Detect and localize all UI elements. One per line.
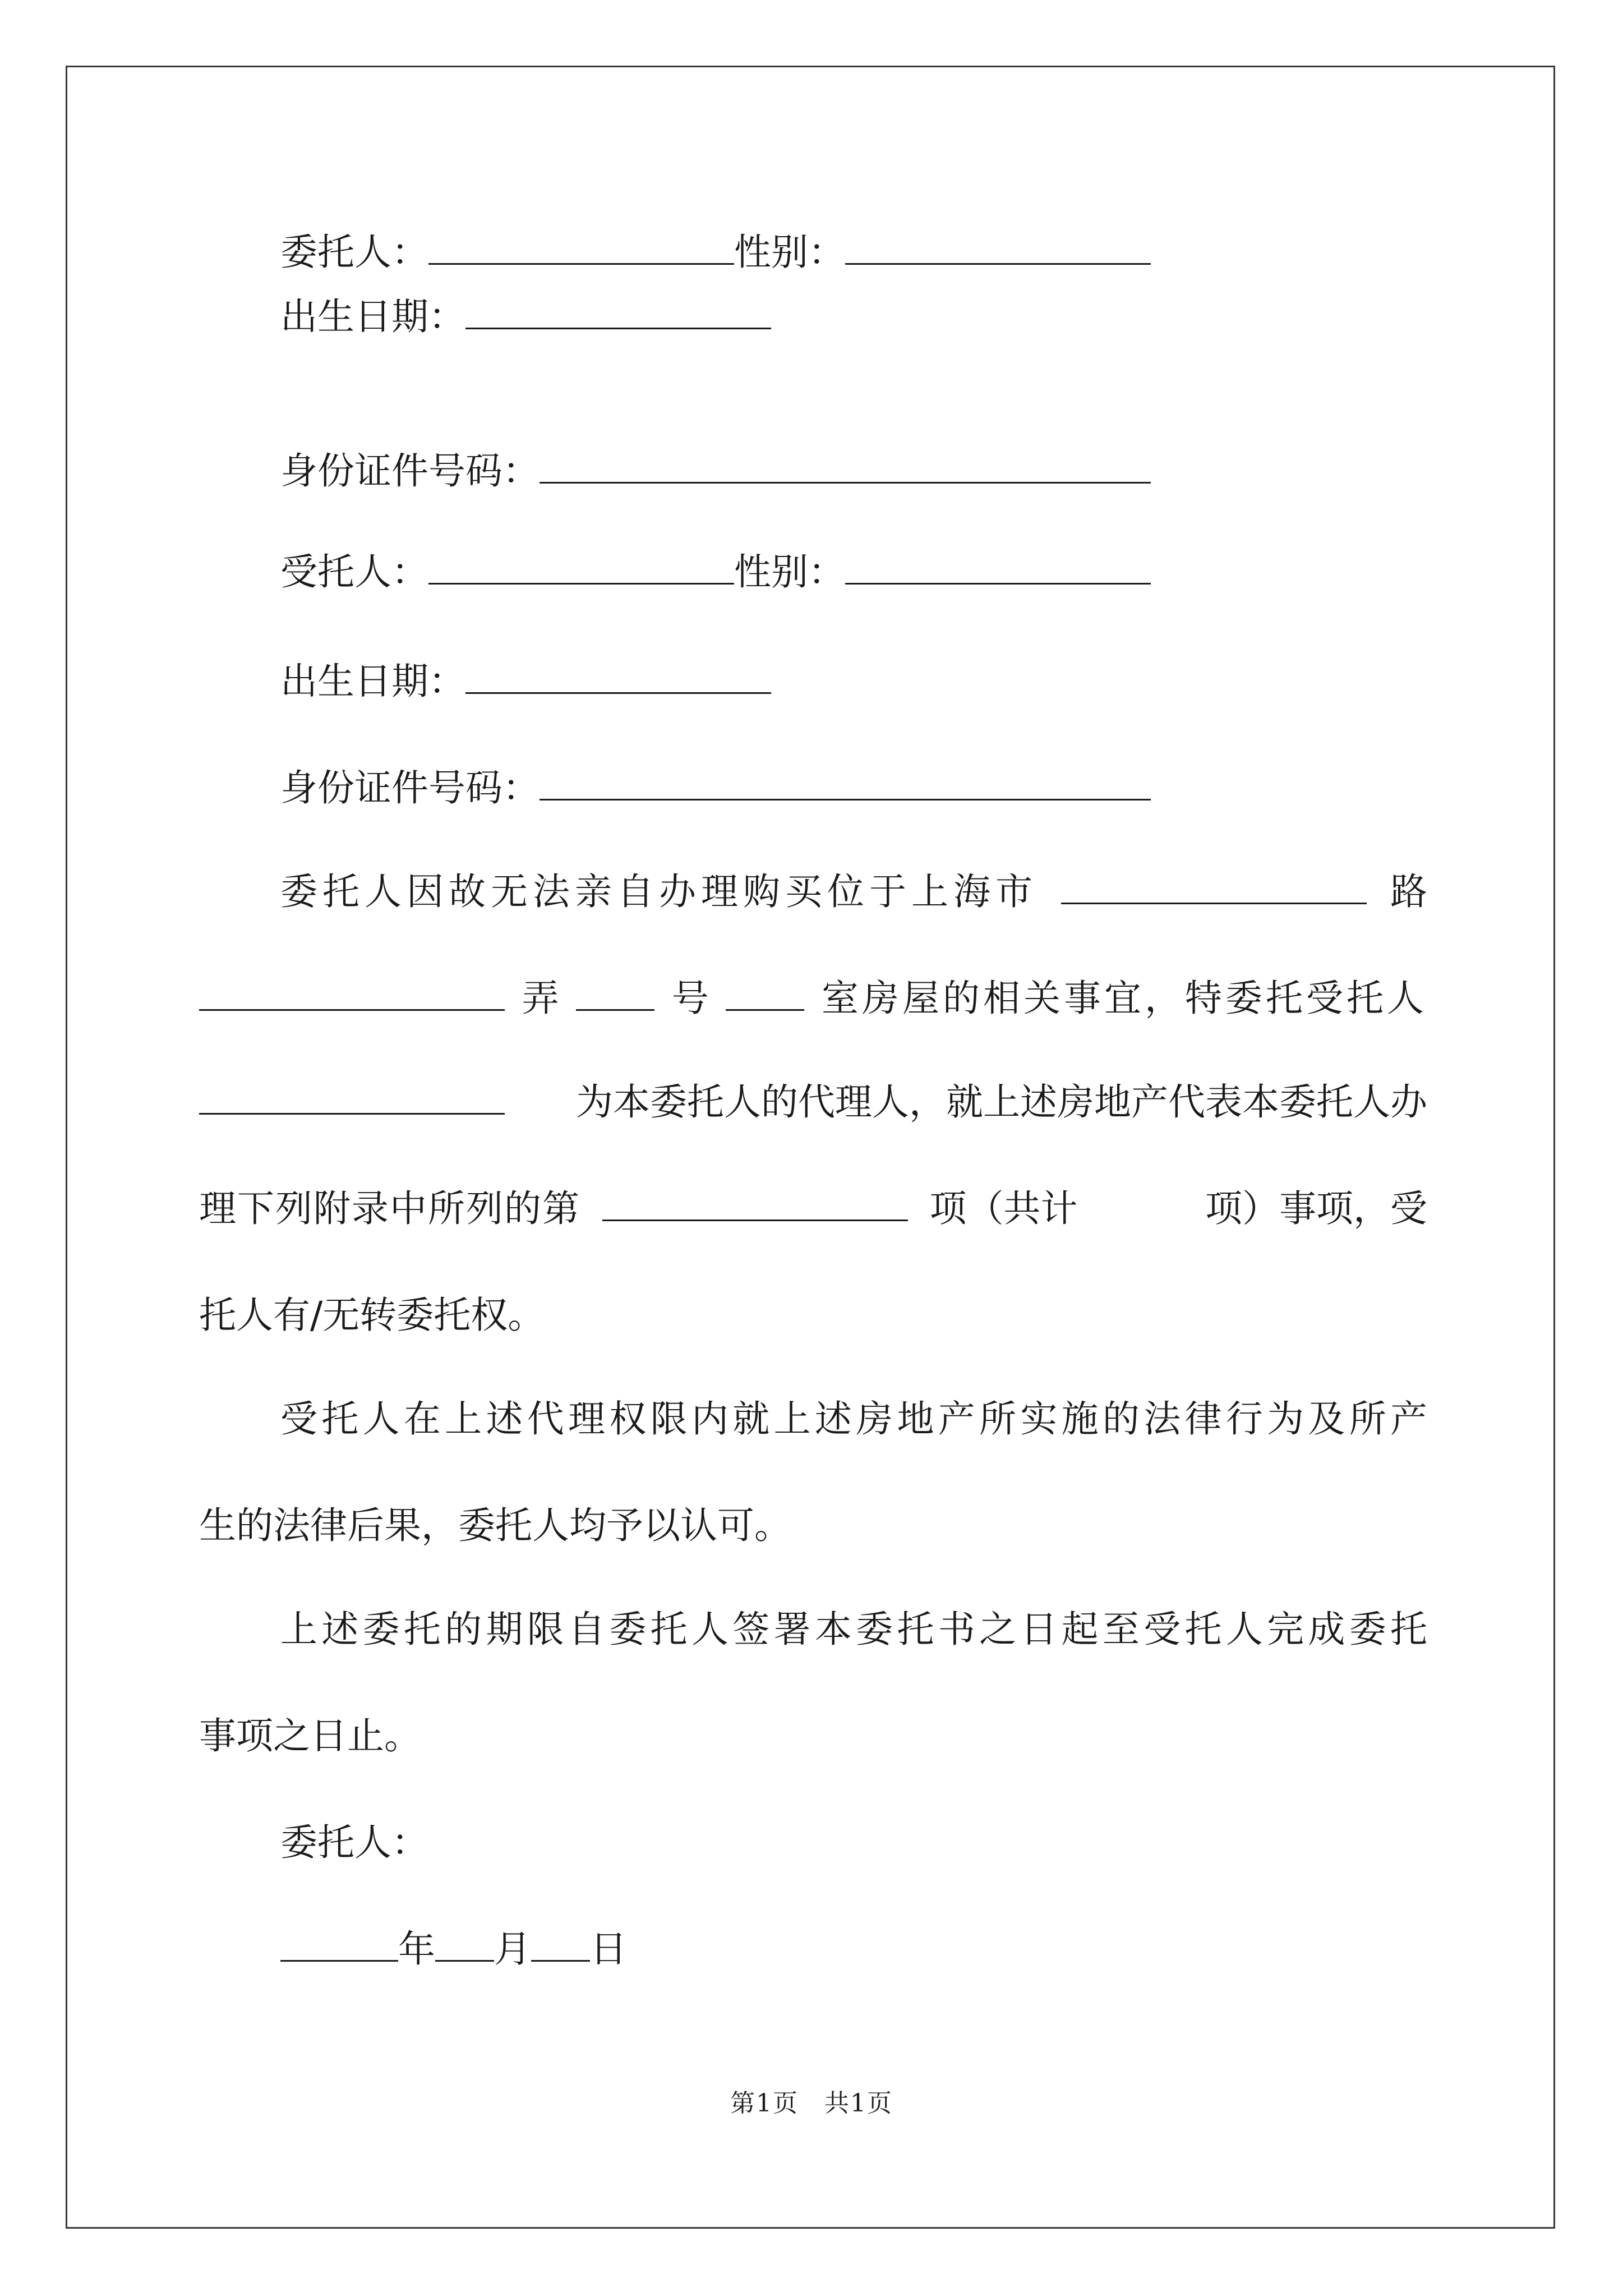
principal-label: 委托人： [280, 231, 428, 274]
road-label: 路 [1390, 870, 1427, 913]
para2-line2 [199, 1501, 791, 1551]
address-lane-blank [576, 974, 654, 1011]
para2-line2-text: 生的法律后果，委托人均予以认可。 [199, 1504, 791, 1547]
para1-line3-tail: 为本委托人的代理人，就上述房地产代表本委托人办 [576, 1080, 1427, 1124]
signature-label: 委托人： [280, 1821, 428, 1864]
para1-line4-item: 项（共计 [929, 1187, 1078, 1230]
principal-id-blank [540, 447, 1151, 484]
para1-line2-tail: 室房屋的相关事宜，特委托受托人 [821, 977, 1427, 1020]
principal-name-blank [428, 228, 734, 265]
para1-line1 [280, 867, 1427, 917]
agent-id-row [280, 763, 1151, 813]
agent-gender-label: 性别： [734, 550, 845, 593]
principal-gender-label: 性别： [734, 231, 845, 274]
agent-birth-row [280, 656, 771, 707]
year-blank [280, 1925, 398, 1962]
principal-row [280, 227, 1151, 278]
address-road-blank [199, 974, 505, 1011]
agent-label: 受托人： [280, 550, 428, 593]
para1-line2 [199, 973, 1427, 1024]
month-blank [435, 1925, 494, 1962]
para3-line1-text: 上述委托的期限自委托人签署本委托书之日起至受托人完成委托 [280, 1608, 1427, 1651]
para1-line4 [199, 1184, 1427, 1234]
item-number-blank [602, 1185, 908, 1221]
number-label: 号 [671, 977, 709, 1020]
para1-line5 [199, 1290, 545, 1341]
principal-gender-blank [845, 228, 1151, 265]
agent-name-blank [428, 548, 734, 585]
agent-gender-blank [845, 548, 1151, 585]
para2-line1-text: 受托人在上述代理权限内就上述房地产所实施的法律行为及所产 [280, 1397, 1427, 1441]
para3-line2 [199, 1711, 421, 1761]
para2-line1 [280, 1394, 1427, 1444]
para1-line5-text: 托人有/无转委托权。 [199, 1294, 545, 1337]
principal-birth-blank [465, 293, 771, 329]
agent-birth-label: 出生日期： [280, 660, 465, 703]
day-blank [531, 1925, 590, 1962]
agent-appoint-blank [199, 1078, 505, 1115]
lane-label: 弄 [522, 977, 559, 1020]
para3-line2-text: 事项之日止。 [199, 1714, 421, 1757]
para1-line3 [199, 1077, 1427, 1128]
para1-line1-text: 委托人因故无法亲自办理购买位于上海市 [280, 870, 1038, 913]
page-border [66, 66, 1555, 2229]
principal-birth-row [280, 292, 771, 342]
signature-row [280, 1818, 428, 1868]
para1-line4-tail: 项）事项，受 [1205, 1187, 1427, 1230]
page-number-footer: 第1页 共1页 [730, 2089, 893, 2118]
principal-id-label: 身份证件号码： [280, 449, 540, 493]
address-city-blank [1061, 868, 1367, 904]
month-label: 月 [494, 1927, 531, 1971]
principal-birth-label: 出生日期： [280, 295, 465, 338]
date-row [280, 1924, 627, 1975]
year-label: 年 [398, 1927, 435, 1971]
para3-line1 [280, 1604, 1427, 1655]
para1-line4-head: 理下列附录中所列的第 [199, 1187, 580, 1230]
principal-id-row [280, 446, 1151, 496]
address-number-blank [726, 974, 804, 1011]
agent-id-label: 身份证件号码： [280, 766, 540, 809]
day-label: 日 [590, 1927, 627, 1971]
agent-id-blank [540, 764, 1151, 800]
agent-birth-blank [465, 657, 771, 694]
agent-row [280, 547, 1151, 597]
